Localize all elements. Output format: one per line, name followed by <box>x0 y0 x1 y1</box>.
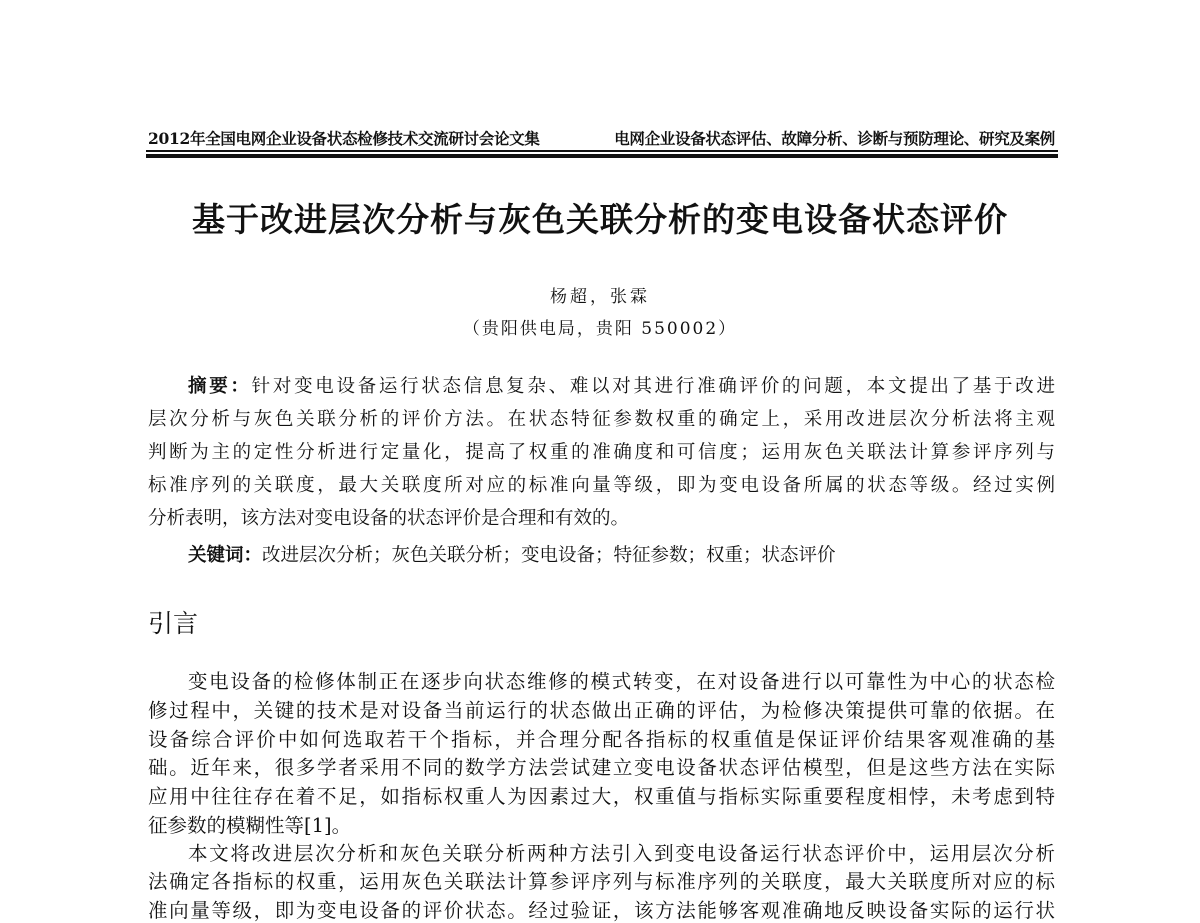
body-line: 法确定各指标的权重，运用灰色关联法计算参评序列与标准序列的关联度，最大关联度所对应的标 <box>148 870 1055 893</box>
abstract-line: 分析表明，该方法对变电设备的状态评价是合理和有效的。 <box>148 508 630 529</box>
paper-title: 基于改进层次分析与灰色关联分析的变电设备状态评价 <box>192 200 1008 239</box>
abstract-line: 摘要：针对变电设备运行状态信息复杂、难以对其进行准确评价的问题，本文提出了基于改进 <box>188 376 1055 397</box>
abstract-line: 标准序列的关联度，最大关联度所对应的标准向量等级，即为变电设备所属的状态等级。经过实例 <box>148 475 1055 496</box>
body-line: 修过程中，关键的技术是对设备当前运行的状态做出正确的评估，为检修决策提供可靠的依据。在 <box>148 699 1055 722</box>
header-rule-thick <box>146 154 1058 158</box>
body-line: 设备综合评价中如何选取若干个指标，并合理分配各指标的权重值是保证评价结果客观准确的基 <box>148 728 1055 751</box>
keywords-label: 关键词： <box>188 545 263 566</box>
running-header-right: 电网企业设备状态评估、故障分析、诊断与预防理论、研究及案例 <box>614 129 1055 148</box>
abstract-line: 层次分析与灰色关联分析的评价方法。在状态特征参数权重的确定上，采用改进层次分析法将主观 <box>148 409 1055 430</box>
affiliation: （贵阳供电局，贵阳 550002） <box>462 319 738 339</box>
abstract-line: 判断为主的定性分析进行定量化，提高了权重的准确度和可信度；运用灰色关联法计算参评序列与 <box>148 442 1055 463</box>
abstract-label: 摘要： <box>188 376 252 397</box>
section-heading: 引言 <box>148 609 199 638</box>
body-line: 础。近年来，很多学者采用不同的数学方法尝试建立变电设备状态评估模型，但是这些方法在实际 <box>148 756 1055 779</box>
body-line: 应用中往往存在着不足，如指标权重人为因素过大，权重值与指标实际重要程度相悖，未考虑到特 <box>148 785 1055 808</box>
keywords: 关键词：改进层次分析；灰色关联分析；变电设备；特征参数；权重；状态评价 <box>188 545 836 566</box>
running-header-left: 2012年全国电网企业设备状态检修技术交流研讨会论文集 <box>148 129 540 148</box>
body-line: 征参数的模糊性等[1]。 <box>148 814 352 837</box>
header-rule-thin <box>146 150 1058 152</box>
body-line: 变电设备的检修体制正在逐步向状态维修的模式转变，在对设备进行以可靠性为中心的状态检 <box>188 670 1055 693</box>
body-line: 本文将改进层次分析和灰色关联分析两种方法引入到变电设备运行状态评价中，运用层次分析 <box>188 842 1055 865</box>
authors: 杨超，张霖 <box>550 287 650 307</box>
body-line: 准向量等级，即为变电设备的评价状态。经过验证，该方法能够客观准确地反映设备实际的运行状 <box>148 899 1055 922</box>
